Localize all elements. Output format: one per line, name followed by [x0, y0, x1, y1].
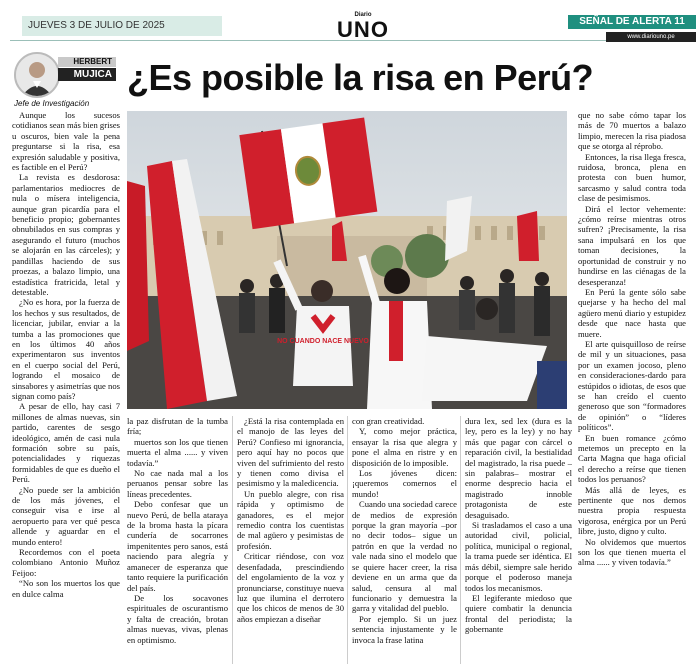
column-divider: [347, 416, 348, 664]
paragraph: Por ejemplo. Si un juez sentencia injustamente y le invoca la frase latina: [352, 613, 457, 645]
article-column-5: [465, 416, 572, 666]
headline: ¿Es posible la risa en Perú?: [127, 57, 594, 98]
paragraph: A pesar de ello, hay casi 7 millones de almas nuevas, sin partido, carentes de sesgo ideológico, amén de casi nula formación sobre su país, potencialidades y riquezas formidables de que es dueño el Perú.: [12, 401, 120, 485]
paragraph: El legiferante miedoso que quiere combatir la denuncia frontal del periodista; la gobernante: [465, 592, 572, 635]
column-divider: [232, 416, 233, 664]
paragraph: Dirá el lector vehemente: ¿cómo reírse mientras otros sufren? ¡Precisamente, la risa sana impulsará en los que toman decisiones, la oportunidad de construir y no hundirse en las ciénagas de la desesperanza!: [578, 203, 686, 287]
author-avatar: [14, 52, 60, 98]
paragraph: la paz disfrutan de la tumba fría;: [127, 416, 228, 437]
paragraph: “No son los muertos los que en dulce calma: [12, 578, 120, 599]
paragraph: con gran creatividad.: [352, 416, 425, 426]
issue-date: JUEVES 3 DE JULIO DE 2025: [22, 16, 222, 36]
logo-small-text: Diario: [354, 12, 372, 18]
protest-photo: [127, 111, 567, 409]
paragraph: Criticar riéndose, con voz desenfadada, prescindiendo del engolamiento de la voz y pronunciarse, constituye nueva luz que ilumina el derrotero que los chicos de menos de 30 años empiezan a diseñar: [237, 551, 344, 624]
paragraph: Entonces, la risa llega fresca, ruidosa, bronca, plena en protesta con buen humor, sarcasmo y salud contra toda clase de pesimismos.: [578, 151, 686, 204]
paragraph: En Perú la gente sólo sabe quejarse y ha hecho del mal agüero menú diario y estupidez desde que nace hasta que muere.: [578, 286, 686, 339]
author-role: Jefe de Investigación: [14, 99, 90, 108]
page-header: [10, 10, 690, 41]
paragraph: muertos son los que tienen muerta el alma ...... y viven todavía.”: [127, 436, 228, 468]
paragraph: Recordemos con el poeta colombiano Antonio Muñoz Feijoo:: [12, 547, 120, 578]
paragraph: No olvidemos que muertos son los que tienen muerta el alma ...... y viven todavía.”: [578, 536, 686, 568]
paragraph: dura lex, sed lex (dura es la ley, pero es la ley) y no hay más que pagar con cárcel o reparación civil, la bestialidad del magistrado, la risa puede –sin palabras– mostrar el enorme desprecio hacia el magistrado innoble protagonista de este desaguisado.: [465, 416, 572, 520]
sign-text: NO CUANDO NACE NUEVO: [277, 338, 369, 345]
paragraph: No cae nada mal a los peruanos pensar sobre las líneas precedentes.: [127, 468, 228, 499]
paragraph: La revista es desdorosa: parlamentarios mediocres de nula o mísera inteligencia, aunque gran picardía para el beneficio propio; gobernantes obnubilados en sus compras y asegurando el futuro (muchos se alojarán en las cárceles); y pandillas haciendo de sus proezas, a balazo limpio, una estadística fratricida, letal y detestable.: [12, 172, 120, 297]
article-column-2: [127, 416, 228, 666]
section-label: SEÑAL DE ALERTA 11: [568, 15, 696, 29]
paragraph: Si trasladamos el caso a una autoridad civil, policial, política, municipal o regional, la trama puede ser idéntica. El más débil, siempre sale herido porque el poderoso maneja todos los mecanismos.: [465, 520, 572, 593]
article-column-1: [12, 110, 120, 666]
paragraph: Un pueblo alegre, con risa rápida y optimismo de ganadores, es el mejor remedio contra los cuentistas de mal agüero y pesimistas de profesión.: [237, 488, 344, 551]
site-url: www.diariouno.pe: [606, 32, 696, 42]
column-divider: [460, 416, 461, 664]
paragraph: ¿No es hora, por la fuerza de los hechos y sus resultados, de licenciar, jubilar, enviar a la tumba a las promociones que en los últimos 40 años experimentaron sus inventos en el cuerpo social del Perú, logrando el mosaico de sinsabores y asimetrías que nos signan como país?: [12, 297, 120, 401]
article-photo: [127, 111, 567, 409]
author-last-name: MUJICA: [58, 68, 116, 81]
article-column-3: [237, 416, 344, 666]
paragraph: El arte quisquilloso de reírse de mil y un situaciones, pasa por un examen jocoso, pleno en consideraciones-dardo para estúpidos o idiotas, de esos que se han creído el cuento generoso que son “formadores de opinión” o “líderes políticos”.: [578, 338, 686, 433]
logo-text: UNO: [337, 17, 389, 42]
paragraph: Los jóvenes dicen: ¡queremos comernos el mundo!: [352, 468, 457, 499]
article-column-4: [352, 416, 457, 666]
article-column-6: [578, 110, 686, 666]
paragraph: Cuando una sociedad carece de medios de expresión porque la gran mayoría –por no decir todos– sigue un patrón en que la verdad no vale nada sino el modelo que se quiere hacer creer, la risa deviene en un arma que da salud, censura al mal funcionario y demuestra la garra y vitalidad del pueblo.: [352, 499, 457, 614]
paragraph: ¿Está la risa contemplada en el manojo de las leyes del Perú? Confieso mi ignorancia, pero aquí hay no pocos que viven del sufrimiento del resto y tienen como divisa el pesimismo y la maledicencia.: [237, 416, 344, 489]
paragraph: Aunque los sucesos cotidianos sean más bien grises u oscuros, bien vale la pena preguntarse si la risa, esa expresión saludable y positiva, es factible en el Perú?: [12, 110, 120, 173]
paragraph: De los socavones espirituales de oscurantismo y falta de creación, brotan almas nuevas, vivas, plenas en optimismo.: [127, 592, 228, 645]
paragraph: Y, como mejor práctica, ensayar la risa que alegra y pone el alma en ristre y en disposición de lo imposible.: [352, 426, 457, 468]
author-first-name: HERBERT: [58, 57, 116, 67]
newspaper-logo: [323, 12, 403, 41]
person-icon: [16, 54, 58, 96]
paragraph: En buen romance ¿cómo metemos un precepto en la Carta Magna que haga oficial el derecho a reírse que tienen todos los peruanos?: [578, 432, 686, 485]
paragraph: Debo confesar que un nuevo Perú, de bella ataraya de la broma hasta la pícara cundería de socarrones impenitentes pero sanos, está naciendo para alegría y amanecer de esperanza que tanto requiere la purificación del país.: [127, 499, 228, 593]
paragraph: que no sabe cómo tapar los más de 70 muertos a balazo limpio, merecen la risa piadosa que se otorga al réprobo.: [578, 110, 686, 152]
paragraph: Más allá de leyes, es pertinente que nos demos nuestra propia respuesta vigorosa, enérgica por un Perú libre, justo, digno y culto.: [578, 484, 686, 537]
paragraph: ¿No puede ser la ambición de los más jóvenes, el conseguir visa e irse al aeropuerto para ver qué pesca allende y aguardar en el mundo entero!: [12, 484, 120, 547]
